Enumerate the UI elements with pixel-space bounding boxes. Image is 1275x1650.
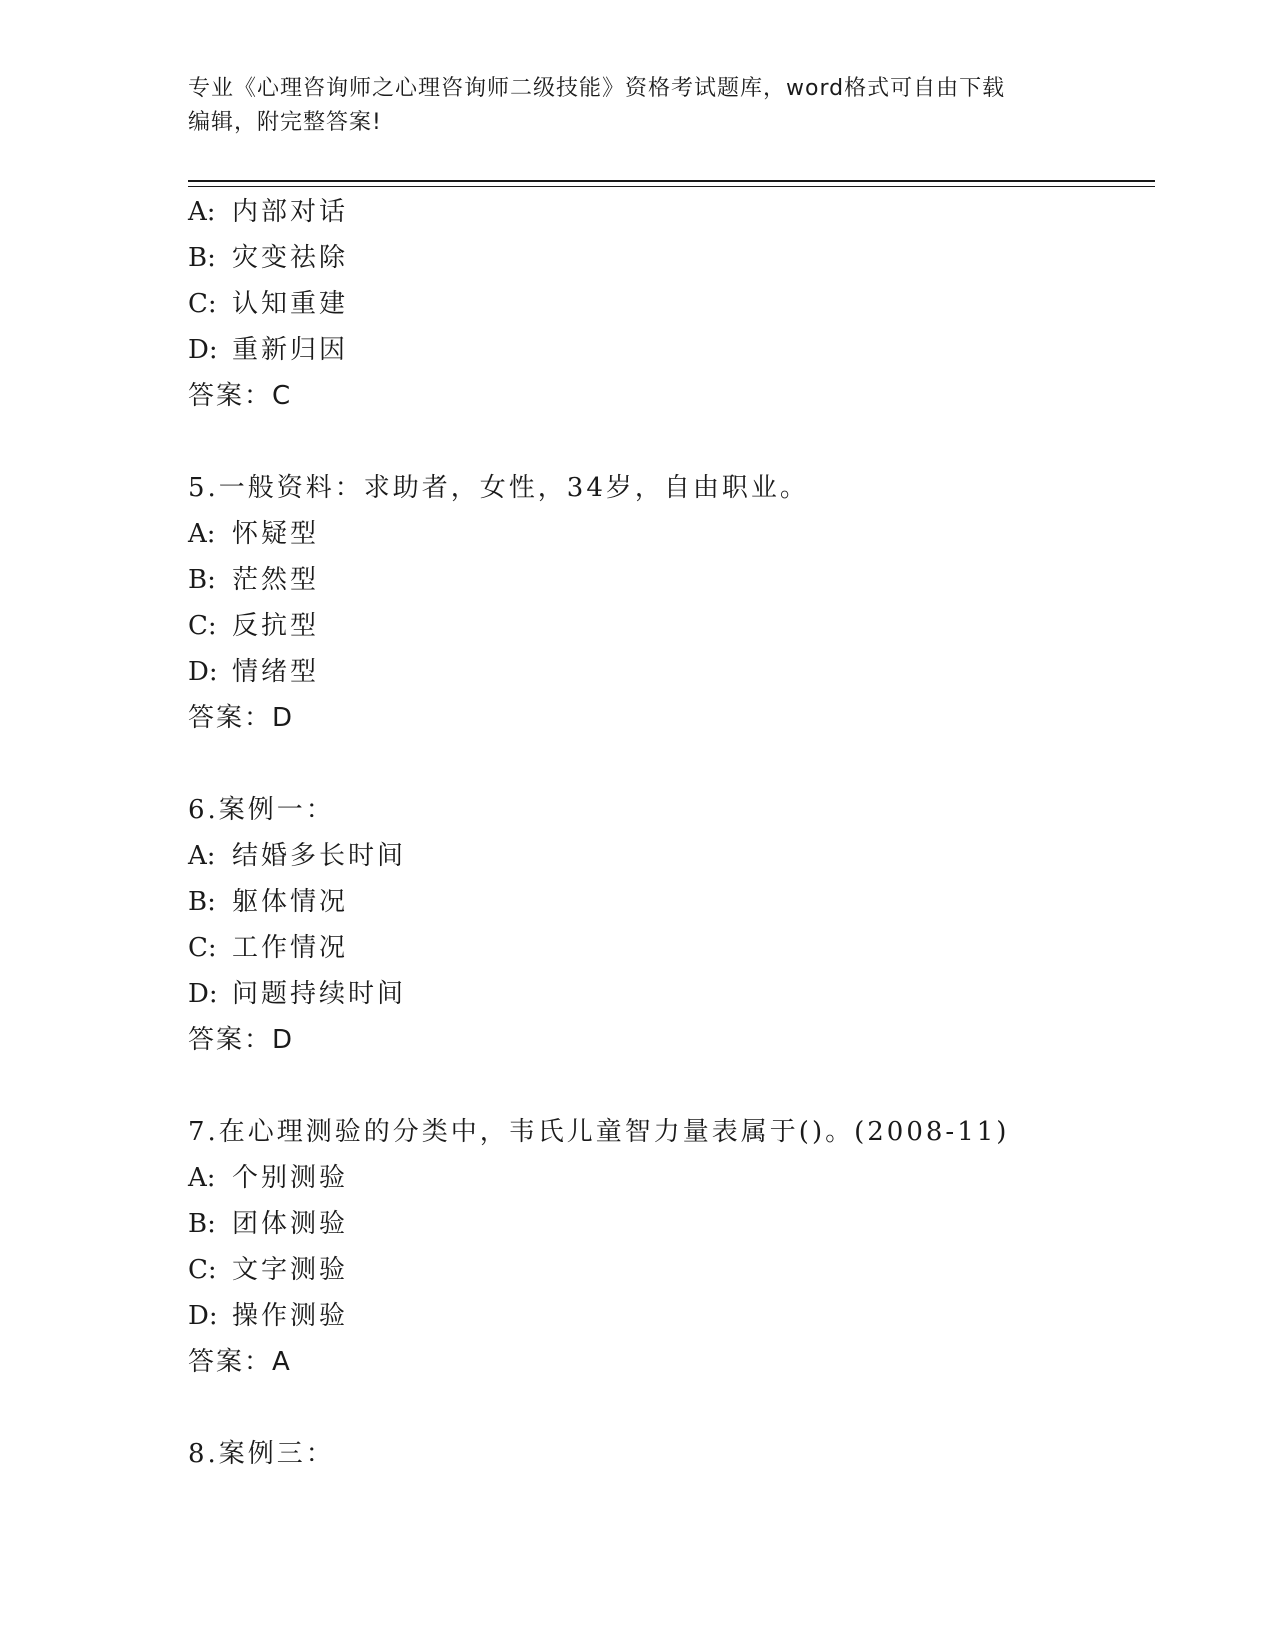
option-b [188, 557, 1148, 603]
option-c [188, 281, 1148, 327]
option-c [188, 603, 1148, 649]
header-line-1: 专业《心理咨询师之心理咨询师二级技能》资格考试题库，word格式可自由下载 [188, 76, 1006, 101]
option-text: 文字测验 [232, 1255, 349, 1285]
option-key: D: [188, 1301, 218, 1331]
answer-line: 答案：C [188, 381, 293, 411]
header-divider [188, 180, 1155, 182]
option-text: 个别测验 [232, 1163, 349, 1193]
question-stem: 8.案例三： [188, 1439, 335, 1469]
option-c [188, 1247, 1148, 1293]
question-stem: 6.案例一： [188, 795, 335, 825]
option-text: 工作情况 [232, 933, 349, 963]
option-d [188, 1293, 1148, 1339]
option-text: 团体测验 [232, 1209, 349, 1239]
question-block-8 [188, 1431, 1148, 1477]
option-key: D: [188, 657, 218, 687]
option-text: 操作测验 [232, 1301, 349, 1331]
question-stem: 7.在心理测验的分类中，韦氏儿童智力量表属于()。(2008-11) [188, 1117, 1010, 1147]
option-text: 茫然型 [232, 565, 320, 595]
option-text: 重新归因 [232, 335, 349, 365]
option-key: D: [188, 979, 218, 1009]
option-d [188, 971, 1148, 1017]
question-block-4 [188, 189, 1148, 419]
question-block-5 [188, 465, 1148, 741]
answer-line: 答案：D [188, 1025, 295, 1055]
option-c [188, 925, 1148, 971]
option-key: B: [188, 565, 216, 595]
option-key: A: [188, 841, 216, 871]
option-key: C: [188, 1255, 217, 1285]
question-block-7 [188, 1109, 1148, 1385]
option-text: 情绪型 [232, 657, 320, 687]
answer-line: 答案：D [188, 703, 295, 733]
question-block-6 [188, 787, 1148, 1063]
option-key: D: [188, 335, 218, 365]
option-a [188, 833, 1148, 879]
option-key: C: [188, 933, 217, 963]
option-d [188, 649, 1148, 695]
option-key: C: [188, 289, 217, 319]
option-key: B: [188, 243, 216, 273]
header-line-2: 编辑，附完整答案! [188, 110, 382, 135]
option-text: 灾变祛除 [232, 243, 349, 273]
option-b [188, 879, 1148, 925]
option-key: A: [188, 1163, 216, 1193]
header-divider-thin [188, 186, 1155, 187]
option-text: 怀疑型 [232, 519, 320, 549]
option-text: 结婚多长时间 [232, 841, 407, 871]
option-b [188, 235, 1148, 281]
option-text: 反抗型 [232, 611, 320, 641]
option-key: C: [188, 611, 217, 641]
option-key: A: [188, 197, 216, 227]
option-a [188, 189, 1148, 235]
option-d [188, 327, 1148, 373]
option-key: B: [188, 887, 216, 917]
option-text: 躯体情况 [232, 887, 349, 917]
option-text: 认知重建 [232, 289, 349, 319]
option-text: 内部对话 [232, 197, 349, 227]
document-header [188, 72, 1068, 140]
option-key: B: [188, 1209, 216, 1239]
option-a [188, 1155, 1148, 1201]
question-list [188, 189, 1148, 1523]
answer-line: 答案：A [188, 1347, 292, 1377]
question-stem: 5.一般资料：求助者，女性，34岁，自由职业。 [188, 473, 809, 503]
option-a [188, 511, 1148, 557]
option-key: A: [188, 519, 216, 549]
option-b [188, 1201, 1148, 1247]
option-text: 问题持续时间 [232, 979, 407, 1009]
